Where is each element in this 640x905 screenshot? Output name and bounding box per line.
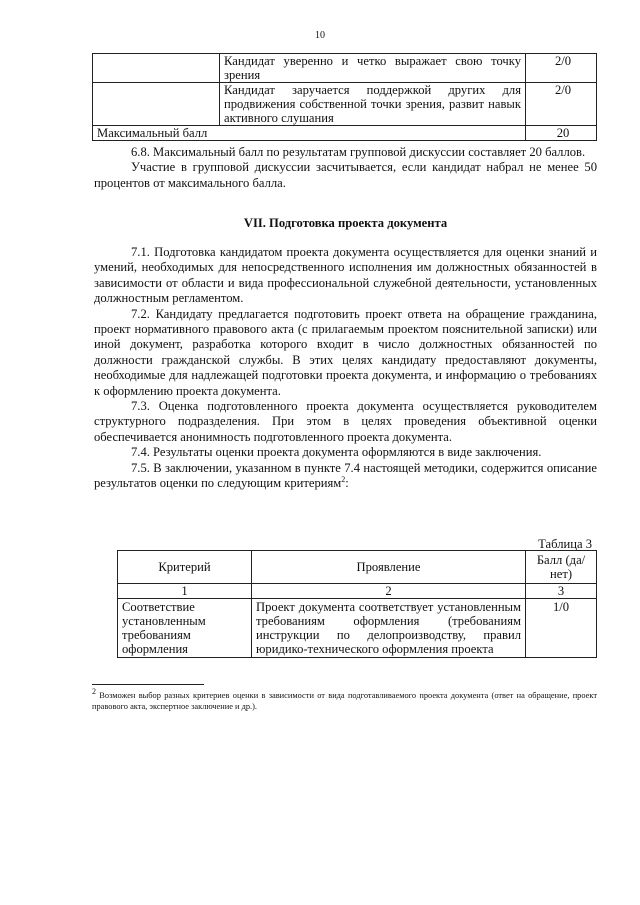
paragraph-7-3: 7.3. Оценка подготовленного проекта документа осуществляется руководителем структурного подразделения. При этом в целях проведения объективной оценки обеспечивается анонимность подготовленного проекта документа. (94, 399, 597, 444)
column-number: 1 (118, 584, 252, 599)
criterion-cell: Соответствие установленным требованиям оформления (118, 599, 252, 658)
footnote-mark: 2 (92, 687, 96, 697)
footnote (92, 687, 597, 712)
column-number: 2 (252, 584, 526, 599)
paragraph-7-5 (94, 461, 597, 492)
paragraphs-top (94, 145, 597, 191)
criteria-table (117, 550, 597, 658)
total-value: 20 (526, 126, 597, 141)
page-number: 10 (315, 30, 325, 41)
score-table (92, 53, 597, 141)
column-number: 3 (526, 584, 597, 599)
paragraph-7-2: 7.2. Кандидату предлагается подготовить проект ответа на обращение гражданина, проект нормативного правового акта (с прилагаемым проектом пояснительной записки) или иной документ, разработка которого входит в число должностных обязанностей по должности гражданской службы. В этих целях кандидату предоставляют документы, необходимые для надлежащей подготовки проекта документа, и информацию о требованиях к оформлению проекта документа. (94, 306, 597, 398)
score-cell: 2/0 (526, 54, 597, 83)
paragraph-7-1: 7.1. Подготовка кандидатом проекта документа осуществляется для оценки знаний и умений, необходимых для непосредственного исполнения им должностных обязанностей в зависимости от области и вида профессиональной служебной деятельности, установленных должностным регламентом. (94, 245, 597, 306)
paragraph-7-5-end: : (345, 476, 349, 491)
section-body (94, 245, 597, 492)
paragraph-7-5-text: 7.5. В заключении, указанном в пункте 7.4 настоящей методики, содержится описание результатов оценки по следующим критериям (94, 460, 597, 491)
table-row (93, 54, 597, 83)
table-caption: Таблица 3 (538, 537, 592, 551)
table-row (118, 599, 597, 658)
table-row (93, 83, 597, 126)
table-cell-empty (93, 54, 220, 83)
criterion-cell: Кандидат заручается поддержкой других для продвижения собственной точки зрения, развит навык активного слушания (220, 83, 526, 126)
table-row-total (93, 126, 597, 141)
section-heading: VII. Подготовка проекта документа (243, 216, 448, 230)
paragraph-7-4: 7.4. Результаты оценки проекта документа оформляются в виде заключения. (131, 445, 542, 460)
score-cell: 1/0 (526, 599, 597, 658)
table-header-row (118, 551, 597, 584)
footnote-divider (92, 684, 204, 685)
manifestation-cell: Проект документа соответствует установленным требованиям оформления (требованиям инструкции по делопроизводству, правил юридико-технического оформления проекта (252, 599, 526, 658)
footnote-text: Возможен выбор разных критериев оценки в зависимости от вида подготавливаемого проекта документа (ответ на обращение, проект правового акта, экспертное заключение и др.). (92, 691, 597, 711)
footnote-ref: 2 (341, 474, 346, 484)
header-criterion: Критерий (118, 551, 252, 584)
header-manifestation: Проявление (252, 551, 526, 584)
header-score: Балл (да/нет) (526, 551, 597, 584)
score-cell: 2/0 (526, 83, 597, 126)
total-label: Максимальный балл (93, 126, 526, 141)
paragraph-participation: Участие в групповой дискуссии засчитывается, если кандидат набрал не менее 50 процентов от максимального балла. (94, 160, 597, 190)
criterion-cell: Кандидат уверенно и четко выражает свою точку зрения (220, 54, 526, 83)
table-cell-empty (93, 83, 220, 126)
paragraph-6-8: 6.8. Максимальный балл по результатам групповой дискуссии составляет 20 баллов. (131, 145, 586, 159)
table-number-row (118, 584, 597, 599)
